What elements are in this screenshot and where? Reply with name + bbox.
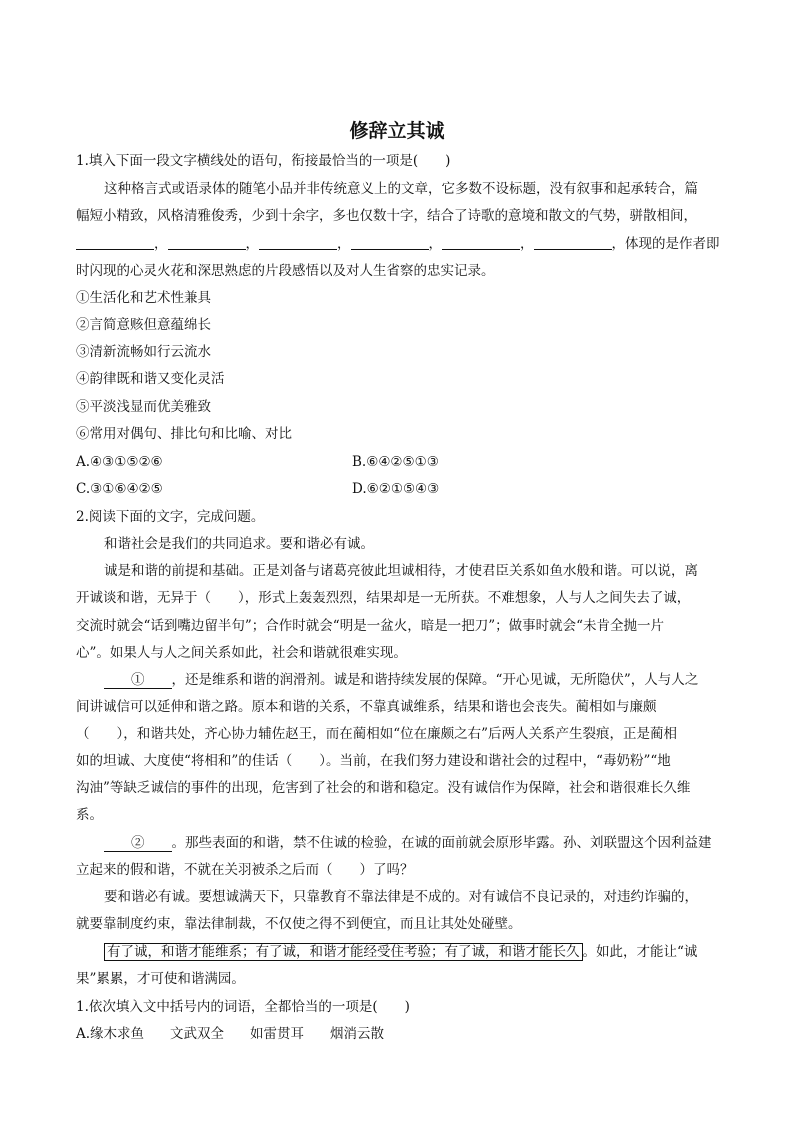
blank-marker-1[interactable]: ①: [104, 672, 172, 688]
page-title: 修辞立其诚: [349, 120, 445, 142]
q2-stem: 2.阅读下面的文字，完成问题。: [76, 509, 265, 525]
q2-paragraph-line: 开诚谈和谐，无异于（ ），形式上轰轰烈烈，结果却是一无所获。不难想象，人与人之间失去了诚，: [76, 590, 691, 606]
q1-option-a[interactable]: A.④③①⑤②⑥: [76, 454, 163, 470]
q1-item: ⑤平淡浅显而优美雅致: [76, 399, 211, 415]
q1-option-b[interactable]: B.⑥④②⑤①③: [352, 454, 439, 470]
answer-blank[interactable]: [259, 235, 337, 250]
q1-stem: 1.填入下面一段文字横线处的语句，衔接最恰当的一项是( ): [76, 153, 451, 169]
q1-passage-line: 这种格言式或语录体的随笔小品并非传统意义上的文章，它多数不设标题，没有叙事和起承转合，篇: [104, 181, 698, 197]
q1-item: ③清新流畅如行云流水: [76, 344, 211, 360]
q2-sub1-stem: 1.依次填入文中括号内的词语，全都恰当的一项是( ): [76, 999, 410, 1015]
q2-paragraph-line: ② 。那些表面的和谐，禁不住诚的检验，在诚的面前就会原形毕露。孙、刘联盟这个因利益建: [104, 835, 712, 851]
q2-paragraph-line: 果”累累，才可使和谐满园。: [76, 971, 245, 987]
q1-item: ①生活化和艺术性兼具: [76, 290, 211, 306]
q1-option-d[interactable]: D.⑥②①⑤④③: [352, 481, 440, 497]
blank-marker-2[interactable]: ②: [104, 835, 172, 851]
q1-passage-line: 时闪现的心灵火花和深思熟虑的片段感悟以及对人生省察的忠实记录。: [76, 263, 495, 279]
q1-item: ②言简意赅但意蕴绵长: [76, 317, 211, 333]
q1-item: ④韵律既和谐又变化灵活: [76, 371, 225, 387]
answer-blank[interactable]: [168, 235, 246, 250]
q2-paragraph-line: 立起来的假和谐，不就在关羽被杀之后而（ ）了吗？: [76, 862, 414, 878]
q1-option-c[interactable]: C.③①⑥④②⑤: [76, 481, 163, 497]
answer-blank[interactable]: [351, 235, 429, 250]
answer-blank[interactable]: [442, 235, 520, 250]
q2-paragraph-line: ① ，还是维系和谐的润滑剂。诚是和谐持续发展的保障。“开心见诚，无所隐伏”，人与人之: [104, 672, 699, 688]
q1-passage-line: 幅短小精致，风格清雅俊秀，少到十余字，多也仅数十字，结合了诗歌的意境和散文的气势，骈散相间，: [76, 208, 697, 224]
answer-blank[interactable]: [76, 235, 154, 250]
q1-item: ⑥常用对偶句、排比句和比喻、对比: [76, 426, 292, 442]
q2-paragraph-line: 系。: [76, 807, 103, 823]
boxed-sentence: 有了诚，和谐才能维系；有了诚，和谐才能经受住考验；有了诚，和谐才能长久: [104, 943, 583, 961]
answer-blank[interactable]: [534, 235, 612, 250]
q2-paragraph-line: 心”。如果人与人之间关系如此，社会和谐就很难实现。: [76, 645, 407, 661]
q2-paragraph-line: 沟油”等缺乏诚信的事件的出现，危害到了社会的和谐和稳定。没有诚信作为保障，社会和谐很难长久维: [76, 780, 691, 796]
q2-paragraph-line: 间讲诚信可以延伸和谐之路。原本和谐的关系，不靠真诚维系，结果和谐也会丧失。蔺相如与廉颇: [76, 699, 657, 715]
q1-blanks-line: ， ， ， ， ， ，体现的是作者即: [76, 235, 720, 253]
q2-paragraph-line: （ ），和谐共处，齐心协力辅佐赵王，而在蔺相如“位在廉颇之右”后两人关系产生裂痕，正是蔺相: [76, 726, 678, 742]
q2-paragraph-line: 诚是和谐的前提和基础。正是刘备与诸葛亮彼此坦诚相待，才使君臣关系如鱼水般和谐。可以说，离: [104, 563, 698, 579]
q2-paragraph-line: 和谐社会是我们的共同追求。要和谐必有诚。: [104, 536, 374, 552]
q2-paragraph-line: 如的坦诚、大度使“将相和”的佳话（ ）。当前，在我们努力建设和谐社会的过程中，“毒奶粉”“地: [76, 753, 671, 769]
q2-sub1-option-a[interactable]: A.缘木求鱼 文武双全 如雷贯耳 烟消云散: [76, 1026, 385, 1042]
q2-paragraph-line: 就要靠制度约束，靠法律制裁，不仅使之得不到便宜，而且让其处处碰壁。: [76, 916, 522, 932]
q2-paragraph-line: 要和谐必有诚。要想诚满天下，只靠教育不靠法律是不成的。对有诚信不良记录的，对违约诈骗的，: [104, 889, 698, 905]
q2-paragraph-line: 有了诚，和谐才能维系；有了诚，和谐才能经受住考验；有了诚，和谐才能长久 。如此，才能让“诚: [104, 943, 697, 961]
q2-paragraph-line: 交流时就会“话到嘴边留半句”；合作时就会“明是一盆火，暗是一把刀”；做事时就会“未肯全抛一片: [76, 618, 665, 634]
